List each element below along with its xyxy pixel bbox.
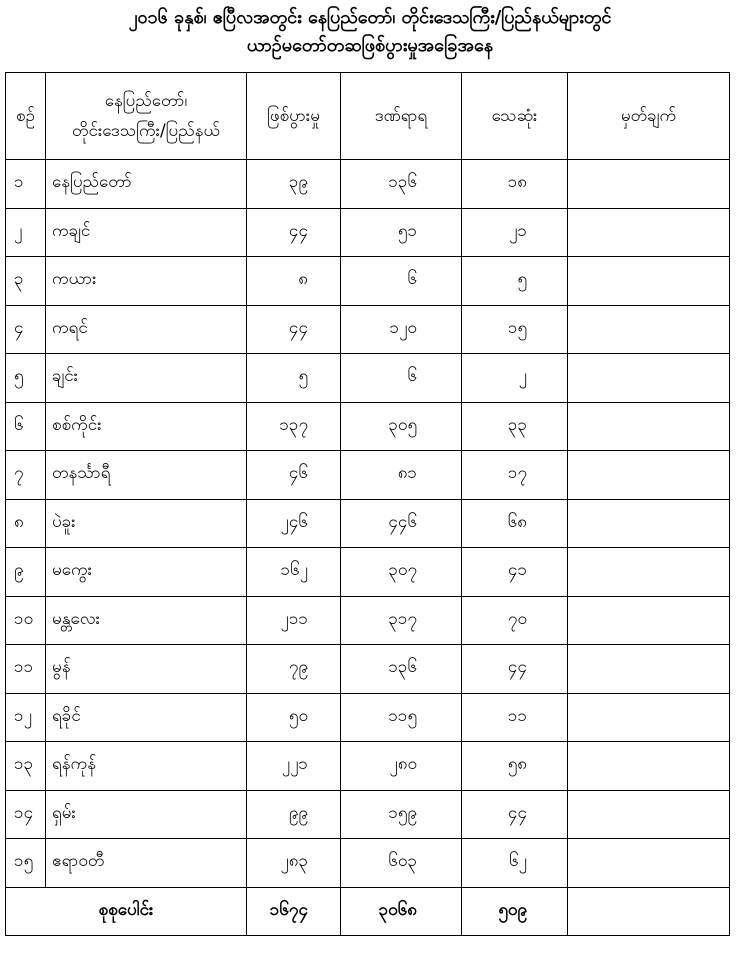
row-deaths: ၄၄ bbox=[462, 790, 568, 839]
row-deaths: ၂၁ bbox=[462, 208, 568, 257]
table-row bbox=[6, 742, 730, 791]
row-injured: ၃၀၅ bbox=[341, 402, 462, 451]
header-region bbox=[46, 73, 247, 160]
table-row bbox=[6, 790, 730, 839]
row-remarks bbox=[568, 596, 730, 645]
row-deaths: ၁၈ bbox=[462, 160, 568, 209]
row-number: ၁၃ bbox=[6, 742, 46, 791]
row-deaths: ၁၅ bbox=[462, 305, 568, 354]
row-region: ကယား bbox=[46, 257, 247, 306]
row-injured: ၁၃၆ bbox=[341, 160, 462, 209]
header-deaths: သေဆုံး bbox=[462, 73, 568, 160]
row-number: ၁၅ bbox=[6, 839, 46, 888]
row-region: ရန်ကုန် bbox=[46, 742, 247, 791]
table-body bbox=[6, 160, 730, 888]
row-remarks bbox=[568, 160, 730, 209]
header-remarks: မှတ်ချက် bbox=[568, 73, 730, 160]
row-number: ၁၁ bbox=[6, 645, 46, 694]
row-remarks bbox=[568, 790, 730, 839]
table-row bbox=[6, 257, 730, 306]
row-number: ၉ bbox=[6, 548, 46, 597]
table-row bbox=[6, 693, 730, 742]
header-region-line-2: တိုင်းဒေသကြီး/ပြည်နယ် bbox=[72, 121, 220, 141]
table-row bbox=[6, 499, 730, 548]
row-remarks bbox=[568, 451, 730, 500]
row-cases: ၁၃၇ bbox=[247, 402, 341, 451]
table-row bbox=[6, 354, 730, 403]
row-deaths: ၃၃ bbox=[462, 402, 568, 451]
row-remarks bbox=[568, 305, 730, 354]
header-injured: ဒဏ်ရာရ bbox=[341, 73, 462, 160]
total-label: စုစုပေါင်း bbox=[6, 887, 247, 936]
row-remarks bbox=[568, 645, 730, 694]
row-region: မကွေး bbox=[46, 548, 247, 597]
row-injured: ၁၃၆ bbox=[341, 645, 462, 694]
title-line-1: ၂၀၁၆ ခုနှစ်၊ ဧပြီလအတွင်း နေပြည်တော်၊ တိုင်းဒေသကြီး/ပြည်နယ်များတွင် bbox=[128, 7, 612, 28]
total-cases: ၁၆၇၄ bbox=[247, 887, 341, 936]
row-region: ရှမ်း bbox=[46, 790, 247, 839]
row-region: နေပြည်တော် bbox=[46, 160, 247, 209]
row-deaths: ၅ bbox=[462, 257, 568, 306]
row-cases: ၄၄ bbox=[247, 305, 341, 354]
row-remarks bbox=[568, 548, 730, 597]
row-number: ၈ bbox=[6, 499, 46, 548]
row-injured: ၃၁၇ bbox=[341, 596, 462, 645]
row-deaths: ၁၇ bbox=[462, 451, 568, 500]
row-deaths: ၅၈ bbox=[462, 742, 568, 791]
document-title bbox=[0, 4, 740, 60]
table-row bbox=[6, 839, 730, 888]
row-region: စစ်ကိုင်း bbox=[46, 402, 247, 451]
row-number: ၅ bbox=[6, 354, 46, 403]
accident-table bbox=[5, 72, 730, 936]
row-injured: ၃၀၇ bbox=[341, 548, 462, 597]
row-region: ပဲခူး bbox=[46, 499, 247, 548]
row-number: ၃ bbox=[6, 257, 46, 306]
row-number: ၁၀ bbox=[6, 596, 46, 645]
row-injured: ၆ bbox=[341, 257, 462, 306]
row-injured: ၂၈၀ bbox=[341, 742, 462, 791]
table-row bbox=[6, 645, 730, 694]
row-cases: ၂၂၁ bbox=[247, 742, 341, 791]
row-region: မွန် bbox=[46, 645, 247, 694]
row-cases: ၂၄၆ bbox=[247, 499, 341, 548]
row-region: ချင်း bbox=[46, 354, 247, 403]
row-region: ကချင် bbox=[46, 208, 247, 257]
row-deaths: ၂ bbox=[462, 354, 568, 403]
row-region: မန္တလေး bbox=[46, 596, 247, 645]
row-cases: ၈ bbox=[247, 257, 341, 306]
header-region-line-1: နေပြည်တော်၊ bbox=[104, 91, 188, 111]
row-remarks bbox=[568, 742, 730, 791]
row-cases: ၂၈၃ bbox=[247, 839, 341, 888]
row-remarks bbox=[568, 839, 730, 888]
table-row bbox=[6, 451, 730, 500]
row-region: ကရင် bbox=[46, 305, 247, 354]
row-cases: ၅ bbox=[247, 354, 341, 403]
row-number: ၁၄ bbox=[6, 790, 46, 839]
row-remarks bbox=[568, 499, 730, 548]
row-remarks bbox=[568, 257, 730, 306]
row-injured: ၁၁၅ bbox=[341, 693, 462, 742]
row-injured: ၄၄၆ bbox=[341, 499, 462, 548]
row-number: ၆ bbox=[6, 402, 46, 451]
row-injured: ၁၂၀ bbox=[341, 305, 462, 354]
table-header-row bbox=[6, 73, 730, 160]
row-region: တနင်္သာရီ bbox=[46, 451, 247, 500]
table-row bbox=[6, 402, 730, 451]
row-number: ၁၂ bbox=[6, 693, 46, 742]
row-cases: ၇၉ bbox=[247, 645, 341, 694]
row-injured: ၈၁ bbox=[341, 451, 462, 500]
row-region: ရခိုင် bbox=[46, 693, 247, 742]
row-remarks bbox=[568, 402, 730, 451]
total-injured: ၃၀၆၈ bbox=[341, 887, 462, 936]
row-cases: ၄၆ bbox=[247, 451, 341, 500]
row-cases: ၂၁၁ bbox=[247, 596, 341, 645]
header-no: စဉ် bbox=[6, 73, 46, 160]
row-injured: ၁၅၉ bbox=[341, 790, 462, 839]
total-deaths: ၅၀၉ bbox=[462, 887, 568, 936]
row-number: ၄ bbox=[6, 305, 46, 354]
row-remarks bbox=[568, 354, 730, 403]
total-row bbox=[6, 887, 730, 936]
row-deaths: ၄၁ bbox=[462, 548, 568, 597]
row-cases: ၉၉ bbox=[247, 790, 341, 839]
title-line-2: ယာဉ်မတော်တဆဖြစ်ပွားမှုအခြေအနေ bbox=[246, 35, 494, 56]
row-number: ၁ bbox=[6, 160, 46, 209]
table-row bbox=[6, 305, 730, 354]
header-cases: ဖြစ်ပွားမှု bbox=[247, 73, 341, 160]
total-remarks bbox=[568, 887, 730, 936]
table-row bbox=[6, 160, 730, 209]
row-injured: ၆၀၃ bbox=[341, 839, 462, 888]
row-injured: ၆ bbox=[341, 354, 462, 403]
row-cases: ၁၆၂ bbox=[247, 548, 341, 597]
row-deaths: ၄၄ bbox=[462, 645, 568, 694]
table-row bbox=[6, 208, 730, 257]
row-remarks bbox=[568, 208, 730, 257]
row-number: ၂ bbox=[6, 208, 46, 257]
row-injured: ၅၁ bbox=[341, 208, 462, 257]
row-deaths: ၇၀ bbox=[462, 596, 568, 645]
row-deaths: ၆၈ bbox=[462, 499, 568, 548]
row-cases: ၃၉ bbox=[247, 160, 341, 209]
table-row bbox=[6, 596, 730, 645]
row-number: ၇ bbox=[6, 451, 46, 500]
row-region: ဧရာဝတီ bbox=[46, 839, 247, 888]
row-deaths: ၆၂ bbox=[462, 839, 568, 888]
row-cases: ၅၀ bbox=[247, 693, 341, 742]
table-row bbox=[6, 548, 730, 597]
row-deaths: ၁၁ bbox=[462, 693, 568, 742]
row-cases: ၄၄ bbox=[247, 208, 341, 257]
row-remarks bbox=[568, 693, 730, 742]
